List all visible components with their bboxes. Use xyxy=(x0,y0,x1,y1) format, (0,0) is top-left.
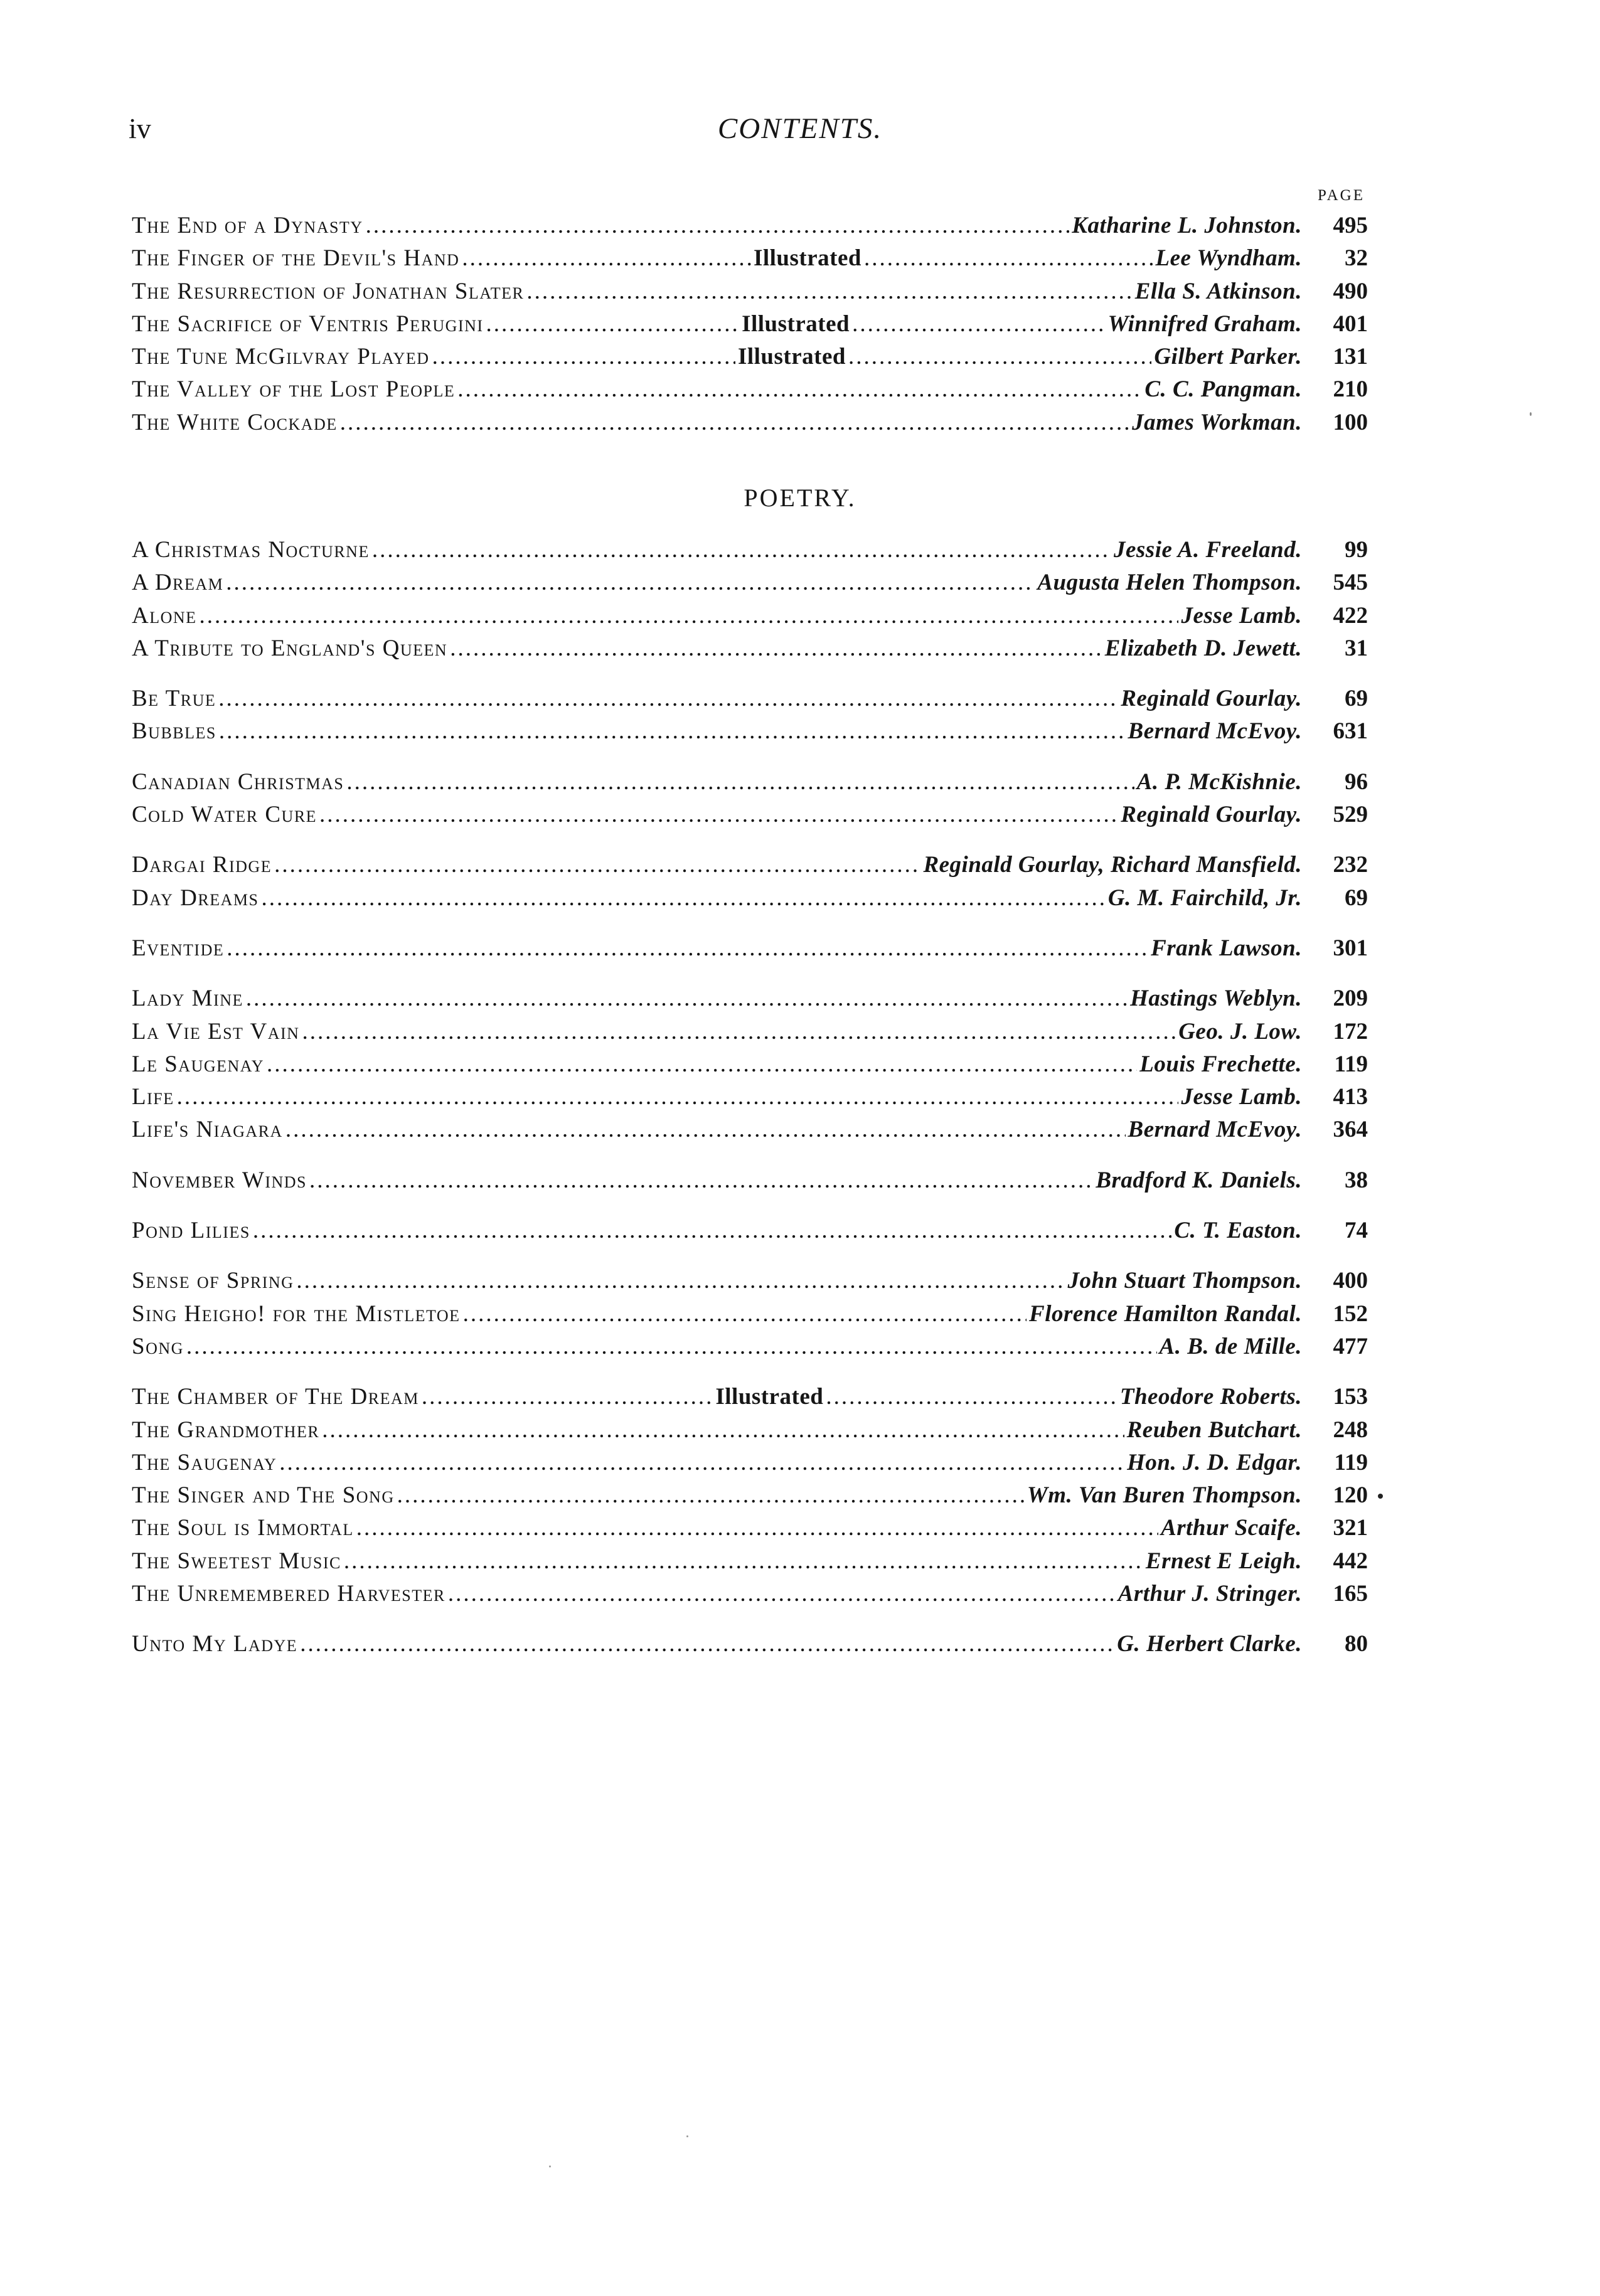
toc-entry xyxy=(132,851,1368,884)
leader-dots xyxy=(356,1514,1158,1541)
entry-page: 490 xyxy=(1333,278,1368,304)
entry-title: Life's Niagara xyxy=(132,1117,283,1143)
group-spacer xyxy=(132,1250,1368,1267)
leader-dots xyxy=(279,1449,1124,1476)
entry-title: Dargai Ridge xyxy=(132,852,272,878)
entry-page: 232 xyxy=(1333,852,1368,878)
toc-entry xyxy=(132,1416,1368,1449)
entry-page: 301 xyxy=(1333,935,1368,961)
entry-title: Be True xyxy=(132,686,216,712)
leader-dots xyxy=(463,1300,1027,1327)
leader-dots xyxy=(366,212,1070,239)
entry-title: Pond Lilies xyxy=(132,1218,250,1244)
page-speck xyxy=(1378,1494,1383,1499)
entry-title: November Winds xyxy=(132,1167,307,1193)
group-spacer xyxy=(132,1366,1368,1383)
illustrated-label: Illustrated xyxy=(742,311,850,337)
leader-dots xyxy=(432,343,735,370)
entry-author: Arthur J. Stringer. xyxy=(1117,1581,1302,1607)
toc-entry xyxy=(132,311,1368,343)
leader-dots xyxy=(267,1051,1137,1078)
entry-author: Reuben Butchart. xyxy=(1126,1416,1302,1443)
leader-dots xyxy=(177,1083,1179,1110)
group-spacer xyxy=(132,1199,1368,1217)
group-spacer xyxy=(132,967,1368,985)
poetry-list xyxy=(132,536,1368,1664)
leader-dots xyxy=(261,885,1105,911)
leader-dots xyxy=(296,1267,1065,1294)
entry-author: Katharine L. Johnston. xyxy=(1072,213,1302,238)
entry-page: 120 xyxy=(1333,1482,1368,1509)
entry-title: The Tune McGilvray Played xyxy=(132,344,430,370)
entry-title: The Finger of the Devil's Hand xyxy=(132,245,460,272)
entry-page: 400 xyxy=(1333,1268,1368,1294)
leader-dots xyxy=(422,1383,713,1410)
entry-author: Winnifred Graham. xyxy=(1107,311,1302,337)
toc-entry xyxy=(132,801,1368,834)
entry-author: Arthur Scaife. xyxy=(1161,1515,1302,1541)
toc-entry xyxy=(132,1482,1368,1514)
leader-dots xyxy=(319,801,1118,828)
toc-entry xyxy=(132,1449,1368,1482)
entry-author: Florence Hamilton Randal. xyxy=(1029,1300,1302,1327)
entry-author: Louis Frechette. xyxy=(1139,1051,1302,1077)
toc-entry xyxy=(132,343,1368,376)
leader-dots xyxy=(848,343,1151,370)
leader-dots xyxy=(302,1018,1176,1045)
toc-entry xyxy=(132,602,1368,635)
entry-title: The Saugenay xyxy=(132,1449,277,1475)
entry-title: The Singer and The Song xyxy=(132,1482,395,1509)
leader-dots xyxy=(346,768,1134,795)
entry-author: Ernest E Leigh. xyxy=(1145,1548,1302,1574)
entry-title: La Vie Est Vain xyxy=(132,1018,300,1044)
entry-page: 31 xyxy=(1345,635,1368,661)
entry-title: The Chamber of The Dream xyxy=(132,1384,419,1410)
entry-page: 74 xyxy=(1345,1218,1368,1244)
leader-dots xyxy=(285,1116,1126,1143)
leader-dots xyxy=(219,718,1126,745)
entry-author: A. P. McKishnie. xyxy=(1136,768,1302,795)
entry-page: 209 xyxy=(1333,986,1368,1012)
entry-author: Frank Lawson. xyxy=(1151,935,1302,961)
entry-page: 165 xyxy=(1333,1581,1368,1607)
entry-page: 119 xyxy=(1334,1051,1368,1077)
entry-page: 69 xyxy=(1345,686,1368,712)
entry-author: G. M. Fairchild, Jr. xyxy=(1107,885,1302,911)
group-spacer xyxy=(132,834,1368,851)
toc-entry xyxy=(132,1514,1368,1547)
toc-entry xyxy=(132,1580,1368,1613)
page-speck xyxy=(549,2166,551,2167)
entry-page: 100 xyxy=(1333,409,1368,435)
toc-entry xyxy=(132,409,1368,442)
entry-author: Jesse Lamb. xyxy=(1181,1084,1302,1110)
entry-title: Eventide xyxy=(132,935,225,961)
leader-dots xyxy=(226,569,1035,596)
entry-title: Life xyxy=(132,1084,174,1110)
entry-title: Sing Heigho! for the Mistletoe xyxy=(132,1300,461,1327)
entry-title: The Unremembered Harvester xyxy=(132,1581,445,1607)
toc-entry xyxy=(132,885,1368,917)
entry-author: Wm. Van Buren Thompson. xyxy=(1027,1482,1302,1509)
toc-entry xyxy=(132,935,1368,967)
entry-title: Lady Mine xyxy=(132,986,243,1012)
toc-entry xyxy=(132,768,1368,801)
entry-author: C. C. Pangman. xyxy=(1144,376,1302,403)
entry-author: Reginald Gourlay, Richard Mansfield. xyxy=(923,852,1302,878)
entry-author: G. Herbert Clarke. xyxy=(1117,1631,1302,1657)
leader-dots xyxy=(246,985,1128,1012)
entry-author: Reginald Gourlay. xyxy=(1121,686,1302,712)
entry-page: 80 xyxy=(1345,1631,1368,1657)
entry-page: 401 xyxy=(1333,311,1368,337)
entry-page: 442 xyxy=(1333,1548,1368,1574)
entry-author: Reginald Gourlay. xyxy=(1121,802,1302,828)
entry-page: 172 xyxy=(1333,1018,1368,1044)
entry-page: 131 xyxy=(1333,344,1368,370)
leader-dots xyxy=(526,278,1132,305)
entry-author: Jesse Lamb. xyxy=(1181,602,1302,629)
page-speck xyxy=(1530,412,1532,416)
entry-title: Canadian Christmas xyxy=(132,768,344,795)
leader-dots xyxy=(486,311,740,337)
entry-author: C. T. Easton. xyxy=(1174,1218,1302,1244)
entry-page: 529 xyxy=(1333,802,1368,828)
toc-entry xyxy=(132,1116,1368,1149)
illustrated-label: Illustrated xyxy=(737,344,846,370)
group-spacer xyxy=(132,1613,1368,1630)
entry-title: The End of a Dynasty xyxy=(132,213,363,238)
entry-page: 152 xyxy=(1333,1300,1368,1327)
toc-entry xyxy=(132,278,1368,311)
entry-page: 631 xyxy=(1333,718,1368,745)
entry-title: Alone xyxy=(132,602,197,629)
entry-title: Unto My Ladye xyxy=(132,1631,298,1657)
entry-title: Le Saugenay xyxy=(132,1051,264,1077)
poetry-heading: POETRY. xyxy=(744,484,856,512)
leader-dots xyxy=(457,376,1142,403)
toc-entry xyxy=(132,212,1368,245)
entry-author: Bernard McEvoy. xyxy=(1128,1117,1302,1143)
stories-list xyxy=(132,212,1368,442)
entry-title: The Valley of the Lost People xyxy=(132,376,456,403)
entry-page: 422 xyxy=(1333,602,1368,629)
leader-dots xyxy=(309,1167,1093,1194)
leader-dots xyxy=(462,245,751,272)
entry-page: 321 xyxy=(1333,1515,1368,1541)
leader-dots xyxy=(227,935,1148,962)
entry-title: Bubbles xyxy=(132,718,216,745)
entry-page: 210 xyxy=(1333,376,1368,403)
leader-dots xyxy=(448,1580,1116,1607)
entry-page: 69 xyxy=(1345,885,1368,911)
entry-author: Hon. J. D. Edgar. xyxy=(1127,1449,1302,1475)
group-spacer xyxy=(132,917,1368,935)
group-spacer xyxy=(132,1149,1368,1167)
leader-dots xyxy=(450,635,1102,662)
entry-page: 248 xyxy=(1333,1416,1368,1443)
illustrated-label: Illustrated xyxy=(715,1384,824,1410)
toc-entry xyxy=(132,536,1368,569)
page-speck xyxy=(686,2135,688,2137)
toc-entry xyxy=(132,635,1368,667)
entry-author: James Workman. xyxy=(1132,409,1302,435)
leader-dots xyxy=(397,1482,1025,1509)
entry-author: Geo. J. Low. xyxy=(1178,1018,1302,1044)
entry-page: 495 xyxy=(1333,213,1368,238)
entry-author: Ella S. Atkinson. xyxy=(1134,278,1302,304)
leader-dots xyxy=(344,1548,1143,1575)
toc-entry xyxy=(132,1217,1368,1250)
entry-title: The Sacrifice of Ventris Perugini xyxy=(132,311,484,337)
leader-dots xyxy=(864,245,1153,272)
leader-dots xyxy=(852,311,1106,337)
entry-page: 38 xyxy=(1345,1167,1368,1193)
toc-entry xyxy=(132,718,1368,750)
entry-title: The Soul is Immortal xyxy=(132,1515,354,1541)
entry-page: 99 xyxy=(1345,537,1368,563)
entry-author: Augusta Helen Thompson. xyxy=(1037,570,1302,596)
entry-title: The Sweetest Music xyxy=(132,1548,341,1574)
toc-entry xyxy=(132,985,1368,1018)
entry-title: Day Dreams xyxy=(132,885,259,911)
toc-entry xyxy=(132,1083,1368,1116)
entry-title: Cold Water Cure xyxy=(132,802,317,828)
leader-dots xyxy=(274,851,920,878)
illustrated-label: Illustrated xyxy=(753,245,861,272)
leader-dots xyxy=(340,409,1129,436)
leader-dots xyxy=(826,1383,1117,1410)
entry-title: The Grandmother xyxy=(132,1416,320,1443)
entry-page: 32 xyxy=(1345,245,1368,272)
toc-entry xyxy=(132,1018,1368,1051)
leader-dots xyxy=(300,1630,1114,1657)
entry-title: Sense of Spring xyxy=(132,1268,294,1294)
entry-author: A. B. de Mille. xyxy=(1159,1333,1302,1359)
leader-dots xyxy=(322,1416,1124,1443)
toc-entry xyxy=(132,1167,1368,1199)
entry-title: Song xyxy=(132,1333,184,1359)
leader-dots xyxy=(372,536,1111,563)
entry-author: Bernard McEvoy. xyxy=(1128,718,1302,745)
entry-page: 477 xyxy=(1333,1333,1368,1359)
toc-entry xyxy=(132,685,1368,718)
toc-entry xyxy=(132,569,1368,602)
entry-title: The White Cockade xyxy=(132,409,338,435)
entry-author: Gilbert Parker. xyxy=(1154,344,1302,370)
running-title: CONTENTS. xyxy=(717,112,883,145)
entry-author: John Stuart Thompson. xyxy=(1067,1268,1302,1294)
toc-entry xyxy=(132,245,1368,277)
leader-dots xyxy=(253,1217,1172,1244)
entry-page: 119 xyxy=(1334,1449,1368,1475)
entry-title: A Christmas Nocturne xyxy=(132,537,370,563)
entry-page: 153 xyxy=(1333,1384,1368,1410)
toc-entry xyxy=(132,1548,1368,1580)
entry-title: A Tribute to England's Queen xyxy=(132,635,448,661)
entry-page: 545 xyxy=(1333,570,1368,596)
entry-title: A Dream xyxy=(132,570,224,596)
toc-entry xyxy=(132,1333,1368,1366)
page-number: iv xyxy=(129,112,151,144)
group-spacer xyxy=(132,667,1368,685)
toc-entry xyxy=(132,1051,1368,1083)
page-column-heading: PAGE xyxy=(1318,187,1365,204)
entry-author: Bradford K. Daniels. xyxy=(1096,1167,1302,1193)
toc-entry xyxy=(132,1300,1368,1333)
toc-entry xyxy=(132,376,1368,408)
entry-author: Lee Wyndham. xyxy=(1155,245,1302,272)
entry-title: The Resurrection of Jonathan Slater xyxy=(132,278,525,304)
entry-author: Theodore Roberts. xyxy=(1119,1384,1302,1410)
toc-entry xyxy=(132,1383,1368,1416)
entry-page: 413 xyxy=(1333,1084,1368,1110)
entry-author: Elizabeth D. Jewett. xyxy=(1104,635,1302,661)
toc-entry xyxy=(132,1267,1368,1300)
entry-page: 96 xyxy=(1345,768,1368,795)
leader-dots xyxy=(200,602,1179,629)
group-spacer xyxy=(132,751,1368,768)
entry-author: Hastings Weblyn. xyxy=(1130,986,1302,1012)
entry-page: 364 xyxy=(1333,1117,1368,1143)
toc-entry xyxy=(132,1630,1368,1663)
entry-author: Jessie A. Freeland. xyxy=(1113,537,1302,563)
leader-dots xyxy=(218,685,1118,712)
leader-dots xyxy=(186,1333,1157,1360)
